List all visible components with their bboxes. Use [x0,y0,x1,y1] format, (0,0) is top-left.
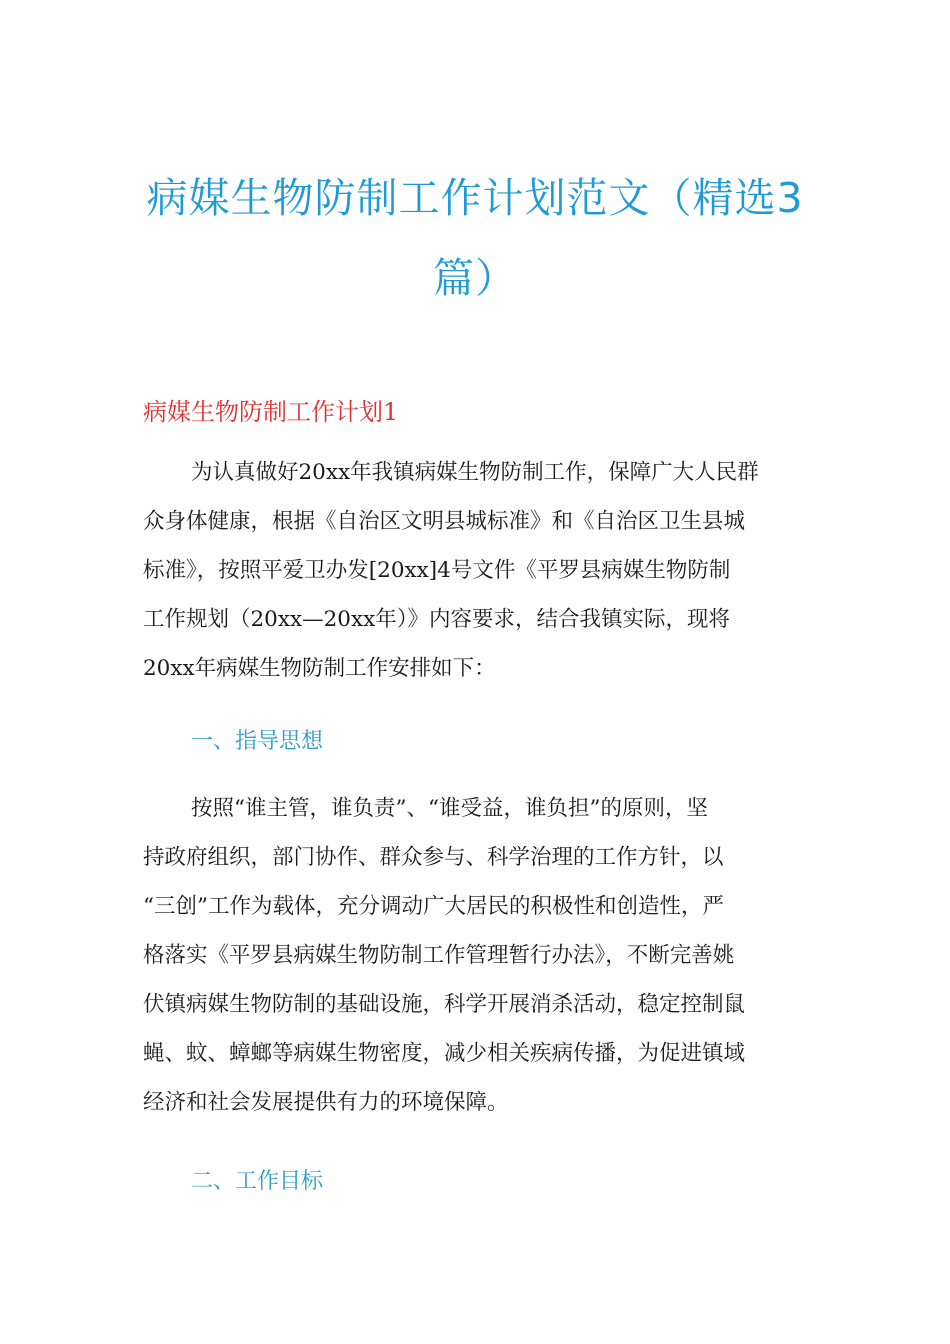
intro-line-2: 众身体健康，根据《自治区文明县城标准》和《自治区卫生县城 [143,509,746,534]
intro-line-4: 工作规划（20xx—20xx年）》内容要求，结合我镇实际，现将 [143,607,730,632]
heading-guiding-thought: 一、指导思想 [191,729,324,754]
guiding-line-1: 按照“谁主管，谁负责”、“谁受益，谁负担”的原则，坚 [191,796,708,821]
document-title-line-1: 病媒生物防制工作计划范文（精选3 [146,174,804,222]
guiding-paragraph [143,784,811,1127]
heading-work-goals: 二、工作目标 [191,1169,324,1194]
guiding-line-2: 持政府组织，部门协作、群众参与、科学治理的工作方针，以 [143,845,724,870]
intro-line-5: 20xx年病媒生物防制工作安排如下： [143,656,496,681]
guiding-line-4: 格落实《平罗县病媒生物防制工作管理暂行办法》，不断完善姚 [143,943,735,968]
guiding-line-3: “三创”工作为载体，充分调动广大居民的积极性和创造性，严 [143,894,724,919]
intro-paragraph [143,448,811,693]
section-heading-plan-1: 病媒生物防制工作计划1 [143,398,399,426]
intro-line-3: 标准》，按照平爱卫办发[20xx]4号文件《平罗县病媒生物防制 [143,558,731,583]
guiding-line-7: 经济和社会发展提供有力的环境保障。 [143,1090,509,1115]
document-title [120,158,830,318]
document-title-line-2: 篇） [433,254,517,302]
guiding-line-5: 伏镇病媒生物防制的基础设施，科学开展消杀活动，稳定控制鼠 [143,992,746,1017]
guiding-line-6: 蝇、蚊、蟑螂等病媒生物密度，减少相关疾病传播，为促进镇域 [143,1041,746,1066]
intro-line-1: 为认真做好20xx年我镇病媒生物防制工作，保障广大人民群 [191,460,759,485]
